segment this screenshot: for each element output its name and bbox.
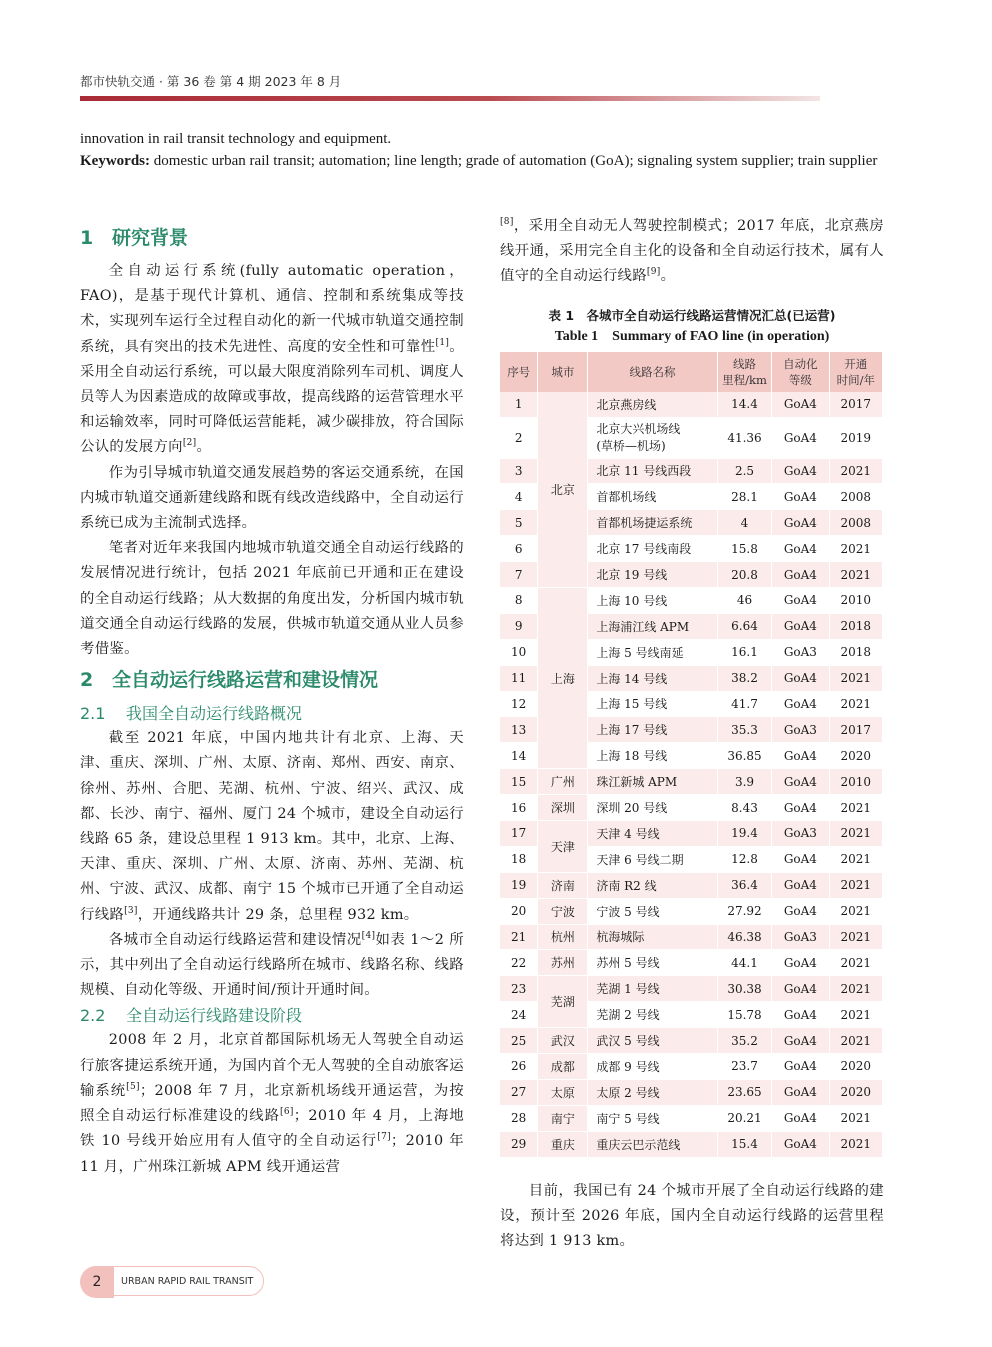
line-name-text-2: (草桥—机场) [596, 438, 666, 453]
cell-length: 44.1 [718, 950, 772, 976]
paragraph-construction-stages-cont [500, 214, 884, 290]
cell-line-name [588, 484, 717, 510]
cell-goa: GoA4 [772, 743, 829, 769]
table-1-caption-cn: 表 1 各城市全自动运行线路运营情况汇总(已运营) [548, 307, 836, 323]
cell-length: 41.7 [718, 692, 772, 718]
cell-length: 6.64 [718, 614, 772, 640]
citation-ref-1[interactable]: [1] [435, 337, 450, 348]
cell-no: 24 [500, 1002, 538, 1028]
cell-no: 3 [500, 459, 538, 485]
cell-line-name [588, 666, 717, 692]
cell-no: 1 [500, 392, 538, 418]
cell-no: 2 [500, 418, 538, 459]
cell-line-name [588, 588, 717, 614]
line-name-text: 深圳 20 号线 [596, 801, 668, 816]
p6-text-e: ，采用全自动无人驾驶控制模式；2017 年底，北京燕房线开通，采用完全自主化的设备和全自动运行技术，属有人值守的全自动运行线路 [500, 218, 884, 285]
line-name-text: 首都机场捷运系统 [596, 516, 693, 531]
cell-no: 28 [500, 1106, 538, 1132]
cell-goa: GoA4 [772, 795, 829, 821]
cell-no: 10 [500, 640, 538, 666]
cell-goa: GoA4 [772, 950, 829, 976]
cell-goa: GoA4 [772, 459, 829, 485]
cell-year: 2017 [830, 717, 883, 743]
table-row [500, 925, 883, 951]
keywords-label: Keywords: [80, 153, 150, 169]
right-column [500, 214, 884, 1254]
table-row [500, 976, 883, 1002]
cell-no: 27 [500, 1080, 538, 1106]
cell-length: 15.4 [718, 1132, 772, 1158]
line-name-text: 上海 14 号线 [596, 671, 668, 686]
cell-length: 14.4 [718, 392, 772, 418]
cell-line-name [588, 510, 717, 536]
citation-ref-6[interactable]: [6] [280, 1107, 294, 1118]
cell-goa: GoA4 [772, 614, 829, 640]
cell-line-name [588, 950, 717, 976]
cell-no: 7 [500, 562, 538, 588]
cell-year: 2020 [830, 1080, 883, 1106]
cell-line-name [588, 743, 717, 769]
cell-length: 3.9 [718, 769, 772, 795]
keywords-line [80, 150, 884, 172]
cell-year: 2021 [830, 873, 883, 899]
p6-text-a: 2008 年 2 月，北京首都国际机场无人驾驶全自动运行旅客捷运系统开通，为国内首个无人驾驶的全自动旅客运输系统 [80, 1032, 464, 1099]
table-row [500, 1132, 883, 1158]
line-name-text: 苏州 5 号线 [596, 956, 660, 971]
cell-length: 23.7 [718, 1054, 772, 1080]
cell-length: 16.1 [718, 640, 772, 666]
fao-lines-table [500, 352, 883, 1158]
cell-no: 5 [500, 510, 538, 536]
cell-line-name [588, 1106, 717, 1132]
p6-text-b: ；2008 年 7 月，北京新机场线开通运营，为按照全自动运行标准建设的线路 [80, 1082, 464, 1125]
line-name-text: 芜湖 2 号线 [596, 1008, 660, 1023]
cell-line-name [588, 717, 717, 743]
cell-city: 南宁 [538, 1106, 588, 1132]
cell-city: 成都 [538, 1054, 588, 1080]
cell-year: 2020 [830, 1054, 883, 1080]
cell-goa: GoA4 [772, 847, 829, 873]
cell-no: 18 [500, 847, 538, 873]
cell-year: 2017 [830, 392, 883, 418]
cell-goa: GoA4 [772, 1054, 829, 1080]
header-rule [80, 96, 820, 101]
cell-year: 2019 [830, 418, 883, 459]
cell-no: 23 [500, 976, 538, 1002]
cell-line-name [588, 1132, 717, 1158]
cell-length: 36.4 [718, 873, 772, 899]
cell-length: 12.8 [718, 847, 772, 873]
table-body [500, 392, 883, 1158]
subsection-2-2-title: 全自动运行线路建设阶段 [126, 1006, 303, 1026]
cell-length: 46 [718, 588, 772, 614]
cell-length: 15.8 [718, 536, 772, 562]
cell-city: 芜湖 [538, 976, 588, 1028]
cell-line-name [588, 1054, 717, 1080]
line-name-text: 成都 9 号线 [596, 1059, 660, 1074]
citation-ref-5[interactable]: [5] [126, 1082, 140, 1093]
cell-goa: GoA4 [772, 1106, 829, 1132]
cell-city: 天津 [538, 821, 588, 873]
cell-goa: GoA3 [772, 640, 829, 666]
cell-line-name [588, 873, 717, 899]
section-2-title: 全自动运行线路运营和建设情况 [112, 669, 379, 692]
cell-city: 宁波 [538, 899, 588, 925]
cell-length: 35.3 [718, 717, 772, 743]
line-name-text: 济南 R2 线 [596, 878, 657, 893]
col-header-no: 序号 [500, 352, 538, 392]
line-name-text: 上海 18 号线 [596, 749, 668, 764]
table-row [500, 1054, 883, 1080]
col-header-city: 城市 [538, 352, 588, 392]
cell-no: 16 [500, 795, 538, 821]
cell-line-name [588, 976, 717, 1002]
p5-text-a: 各城市全自动运行线路运营和建设情况 [108, 931, 362, 948]
col-header-year [830, 352, 883, 392]
cell-goa: GoA3 [772, 717, 829, 743]
line-name-text: 太原 2 号线 [596, 1085, 660, 1100]
subsection-2-2-number: 2.2 [80, 1006, 106, 1026]
cell-line-name [588, 640, 717, 666]
cell-goa: GoA4 [772, 873, 829, 899]
line-name-text: 芜湖 1 号线 [596, 982, 660, 997]
cell-length: 30.38 [718, 976, 772, 1002]
cell-goa: GoA4 [772, 1002, 829, 1028]
p1-text-a: 全自动运行系统(fully automatic operation，FAO)，是基于现代计算机、通信、控制和系统集成等技术，实现列车运行全过程自动化的新一代城市轨道交通控制系统，具有突出的技术先进性、高度的安全性和可靠性 [80, 263, 464, 355]
left-column [80, 222, 464, 1180]
paragraph-table-intro [80, 928, 464, 1004]
paragraph-closing: 目前，我国已有 24 个城市开展了全自动运行线路的建设，预计至 2026 年底，国内全自动运行线路的运营里程将达到 1 913 km。 [500, 1182, 884, 1249]
citation-ref-9[interactable]: [9] [646, 267, 661, 278]
keywords-text: domestic urban rail transit; automation; line length; grade of automation (GoA); signaling system supplier; train supplier [150, 153, 878, 169]
cell-goa: GoA4 [772, 1028, 829, 1054]
cell-line-name [588, 562, 717, 588]
paragraph-overview-2021 [80, 726, 464, 928]
cell-goa: GoA4 [772, 692, 829, 718]
running-header: 都市快轨交通 · 第 36 卷 第 4 期 2023 年 8 月 [80, 74, 342, 89]
cell-length: 2.5 [718, 459, 772, 485]
line-name-text: 首都机场线 [596, 490, 657, 505]
cell-year: 2021 [830, 1028, 883, 1054]
cell-no: 13 [500, 717, 538, 743]
cell-no: 15 [500, 769, 538, 795]
cell-goa: GoA4 [772, 562, 829, 588]
cell-goa: GoA4 [772, 588, 829, 614]
cell-line-name [588, 769, 717, 795]
col-header-length-l2: 里程/km [722, 372, 767, 387]
col-header-line: 线路名称 [588, 352, 717, 392]
table-row [500, 588, 883, 614]
cell-year: 2021 [830, 976, 883, 1002]
line-name-text: 武汉 5 号线 [596, 1034, 660, 1049]
cell-city: 杭州 [538, 925, 588, 951]
cell-year: 2021 [830, 925, 883, 951]
col-header-goa [772, 352, 829, 392]
cell-year: 2021 [830, 1132, 883, 1158]
line-name-text: 北京 11 号线西段 [596, 464, 692, 479]
line-name-text: 北京大兴机场线 [596, 421, 681, 436]
cell-line-name [588, 692, 717, 718]
cell-goa: GoA3 [772, 925, 829, 951]
citation-ref-3[interactable]: [3] [124, 905, 138, 916]
cell-year: 2021 [830, 1002, 883, 1028]
cell-city: 北京 [538, 392, 588, 588]
cell-goa: GoA4 [772, 666, 829, 692]
cell-length: 15.78 [718, 1002, 772, 1028]
citation-ref-7[interactable]: [7] [377, 1132, 391, 1143]
p1-text-c: 。 [196, 439, 212, 456]
citation-ref-8[interactable]: [8] [500, 217, 514, 228]
cell-goa: GoA4 [772, 1080, 829, 1106]
cell-no: 12 [500, 692, 538, 718]
table-1-caption-en: Table 1 Summary of FAO line (in operation) [554, 328, 830, 344]
section-1-heading [80, 224, 464, 252]
cell-year: 2008 [830, 484, 883, 510]
line-name-text: 上海 10 号线 [596, 593, 668, 608]
cell-year: 2021 [830, 459, 883, 485]
cell-line-name [588, 795, 717, 821]
line-name-text: 杭海城际 [596, 930, 645, 945]
journal-name: URBAN RAPID RAIL TRANSIT [112, 1266, 264, 1296]
cell-length: 20.21 [718, 1106, 772, 1132]
abstract-last-line: innovation in rail transit technology and equipment. [80, 131, 392, 147]
line-name-text: 北京 17 号线南段 [596, 542, 692, 557]
p6-text-c: ；2010 年 4 月，上海地铁 10 号线开始应用有人值守的全自动运行 [80, 1108, 464, 1150]
cell-no: 21 [500, 925, 538, 951]
cell-no: 17 [500, 821, 538, 847]
cell-goa: GoA4 [772, 899, 829, 925]
cell-goa: GoA4 [772, 976, 829, 1002]
line-name-text: 上海浦江线 APM [596, 619, 690, 634]
cell-year: 2010 [830, 769, 883, 795]
p5-text-b: 如表 1～2 所示，其中列出了全自动运行线路所在城市、线路名称、线路规模、自动化等级、开通时间/预计开通时间。 [80, 931, 464, 999]
line-name-text: 天津 4 号线 [596, 826, 660, 841]
cell-city: 武汉 [538, 1028, 588, 1054]
cell-year: 2020 [830, 743, 883, 769]
cell-no: 4 [500, 484, 538, 510]
cell-no: 26 [500, 1054, 538, 1080]
cell-line-name [588, 1002, 717, 1028]
cell-line-name [588, 614, 717, 640]
line-name-text: 北京 19 号线 [596, 568, 668, 582]
cell-no: 8 [500, 588, 538, 614]
cell-goa: GoA4 [772, 484, 829, 510]
cell-city: 太原 [538, 1080, 588, 1106]
table-row [500, 1106, 883, 1132]
cell-year: 2021 [830, 536, 883, 562]
table-row [500, 392, 883, 418]
p6-text-f: 。 [660, 268, 676, 285]
subsection-2-1-title: 我国全自动运行线路概况 [126, 704, 303, 724]
table-row [500, 899, 883, 925]
p4-text-b: ，开通线路共计 29 条，总里程 932 km。 [137, 906, 419, 923]
line-name-text: 珠江新城 APM [596, 775, 678, 790]
cell-line-name [588, 459, 717, 485]
paragraph-fao-definition [80, 259, 464, 461]
cell-year: 2021 [830, 562, 883, 588]
cell-city: 上海 [538, 588, 588, 769]
col-header-year-l2: 时间/年 [836, 372, 875, 387]
cell-line-name [588, 821, 717, 847]
section-2-heading [80, 666, 464, 694]
table-row [500, 873, 883, 899]
cell-goa: GoA4 [772, 1132, 829, 1158]
line-name-text: 重庆云巴示范线 [596, 1137, 681, 1152]
cell-year: 2021 [830, 821, 883, 847]
cell-length: 36.85 [718, 743, 772, 769]
cell-length: 38.2 [718, 666, 772, 692]
p4-text-a: 截至 2021 年底，中国内地共计有北京、上海、天津、重庆、深圳、广州、太原、济南、郑州、西安、南京、徐州、苏州、合肥、芜湖、杭州、宁波、绍兴、武汉、成都、长沙、南宁、福州、厦门 24 个城市，建设全自动运行线路 65 条，建设总里程 1 913 km。其中，北京、上海、天津、重庆、深圳、广州、太原、济南、苏州、芜湖、杭州、宁波、武汉、成都、南宁 15 个城市已开通了全自动运行线路 [80, 730, 464, 923]
cell-goa: GoA4 [772, 510, 829, 536]
cell-no: 22 [500, 950, 538, 976]
col-header-goa-l1: 自动化 [783, 356, 818, 371]
cell-city: 济南 [538, 873, 588, 899]
page-number: 2 [80, 1266, 114, 1298]
cell-length: 46.38 [718, 925, 772, 951]
table-row [500, 1080, 883, 1106]
table-row [500, 950, 883, 976]
col-header-goa-l2: 等级 [788, 372, 812, 387]
line-name-text: 上海 17 号线 [596, 723, 668, 738]
cell-goa: GoA4 [772, 418, 829, 459]
citation-ref-4[interactable]: [4] [361, 931, 376, 942]
cell-goa: GoA3 [772, 821, 829, 847]
line-name-text: 上海 5 号线南延 [596, 645, 684, 660]
cell-year: 2021 [830, 692, 883, 718]
cell-length: 19.4 [718, 821, 772, 847]
line-name-text: 北京燕房线 [596, 397, 657, 412]
cell-year: 2018 [830, 640, 883, 666]
subsection-2-1-heading [80, 701, 464, 726]
cell-year: 2021 [830, 666, 883, 692]
col-header-length-l1: 线路 [732, 356, 756, 371]
table-row [500, 795, 883, 821]
col-header-year-l1: 开通 [844, 356, 868, 371]
paragraph-mainstream: 作为引导城市轨道交通发展趋势的客运交通系统，在国内城市轨道交通新建线路和既有线改造线路中，全自动运行系统已成为主流制式选择。 [80, 464, 464, 532]
cell-year: 2018 [830, 614, 883, 640]
subsection-2-1-number: 2.1 [80, 704, 106, 724]
cell-year: 2008 [830, 510, 883, 536]
cell-length: 35.2 [718, 1028, 772, 1054]
p1-text-b: 。采用全自动运行系统，可以最大限度消除列车司机、调度人员等人为因素造成的故障或事故，提高线路的运营管理水平和运输效率，同时可降低运营能耗，减少碳排放，符合国际公认的发展方向 [80, 338, 465, 456]
subsection-2-2-heading [80, 1003, 464, 1028]
cell-length: 28.1 [718, 484, 772, 510]
line-name-text: 南宁 5 号线 [596, 1111, 660, 1126]
cell-length: 4 [718, 510, 772, 536]
cell-line-name [588, 899, 717, 925]
cell-line-name [588, 536, 717, 562]
paragraph-author-stats: 笔者对近年来我国内地城市轨道交通全自动运行线路的发展情况进行统计，包括 2021 年底前已开通和正在建设的全自动运行线路；从大数据的角度出发，分析国内城市轨道交通全自动运行线路的发展，供城市轨道交通从业人员参考借鉴。 [80, 540, 464, 658]
cell-year: 2021 [830, 795, 883, 821]
cell-length: 41.36 [718, 418, 772, 459]
cell-no: 25 [500, 1028, 538, 1054]
table-row [500, 769, 883, 795]
cell-line-name [588, 1080, 717, 1106]
cell-year: 2021 [830, 847, 883, 873]
cell-goa: GoA4 [772, 392, 829, 418]
cell-city: 重庆 [538, 1132, 588, 1158]
table-header-row [500, 352, 883, 392]
cell-line-name [588, 847, 717, 873]
col-header-length [718, 352, 772, 392]
cell-year: 2010 [830, 588, 883, 614]
cell-city: 深圳 [538, 795, 588, 821]
table-row [500, 1028, 883, 1054]
cell-no: 11 [500, 666, 538, 692]
cell-line-name [588, 392, 717, 418]
abstract-tail [80, 128, 884, 172]
cell-length: 27.92 [718, 899, 772, 925]
paragraph-construction-stages [80, 1028, 464, 1179]
cell-year: 2021 [830, 950, 883, 976]
cell-length: 8.43 [718, 795, 772, 821]
table-row [500, 821, 883, 847]
cell-no: 9 [500, 614, 538, 640]
cell-no: 14 [500, 743, 538, 769]
cell-year: 2021 [830, 899, 883, 925]
cell-length: 23.65 [718, 1080, 772, 1106]
line-name-text: 上海 15 号线 [596, 697, 668, 712]
section-1-title: 研究背景 [112, 227, 189, 249]
cell-no: 19 [500, 873, 538, 899]
cell-no: 6 [500, 536, 538, 562]
cell-goa: GoA4 [772, 769, 829, 795]
cell-no: 29 [500, 1132, 538, 1158]
line-name-text: 天津 6 号线二期 [596, 852, 684, 867]
citation-ref-2[interactable]: [2] [182, 438, 197, 449]
cell-line-name [588, 418, 717, 459]
cell-goa: GoA4 [772, 536, 829, 562]
cell-no: 20 [500, 899, 538, 925]
section-2-number: 2 [80, 669, 94, 692]
section-1-number: 1 [80, 227, 94, 249]
cell-year: 2021 [830, 1106, 883, 1132]
cell-length: 20.8 [718, 562, 772, 588]
line-name-text: 宁波 5 号线 [596, 904, 660, 919]
cell-city: 广州 [538, 769, 588, 795]
cell-line-name [588, 925, 717, 951]
cell-line-name [588, 1028, 717, 1054]
cell-city: 苏州 [538, 950, 588, 976]
p6-text-d: ；2010 年 11 月，广州珠江新城 APM 线开通运营 [80, 1133, 464, 1175]
